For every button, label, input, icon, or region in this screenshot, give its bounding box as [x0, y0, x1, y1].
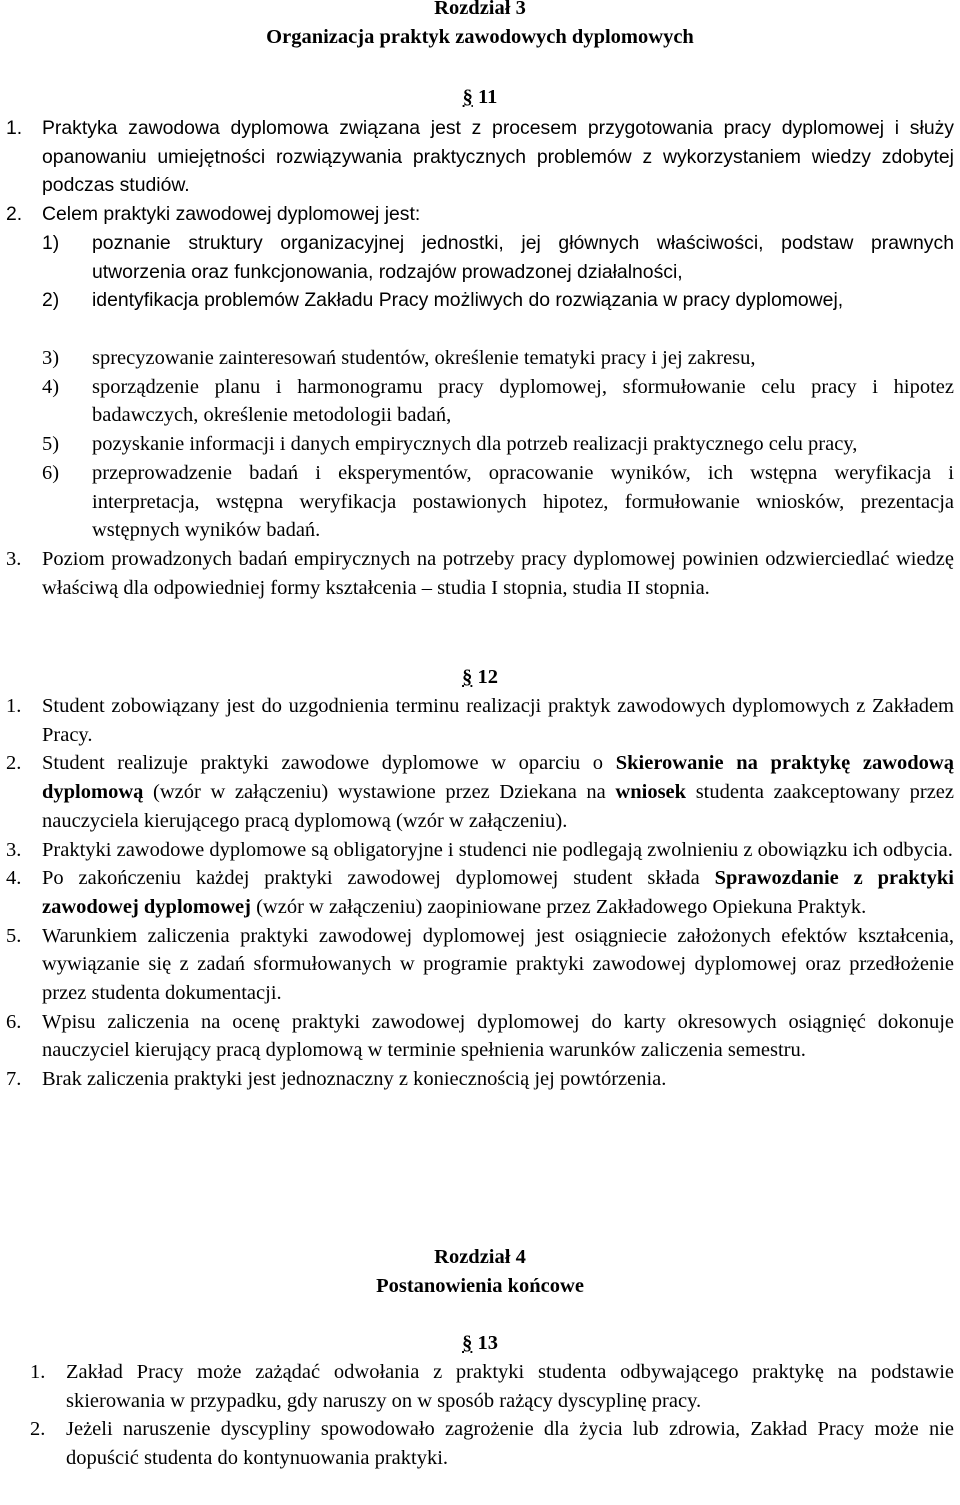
item-number: 4.: [6, 867, 22, 890]
item-number: 6.: [6, 1010, 22, 1033]
item-number: 1.: [30, 1361, 46, 1383]
chapter-3-subtitle: Organizacja praktyk zawodowych dyplomowych: [266, 25, 694, 48]
item-number: 3.: [6, 838, 22, 861]
s12-item-2: [0, 749, 960, 835]
subitem-number: 6): [42, 461, 60, 484]
s11-subitem-6: [0, 459, 960, 545]
item-text: Celem praktyki zawodowej dyplomowej jest:: [42, 203, 421, 226]
item-text: Jeżeli naruszenie dyscypliny spowodowało zagrożenie dla życia lub zdrowia, Zakład Pracy może nie dopuścić studenta do kontynuowania praktyki.: [66, 1418, 954, 1470]
s12-item-6: [0, 1008, 960, 1065]
subitem-text: przeprowadzenie badań i eksperymentów, opracowanie wyników, ich wstępna weryfikacja i interpretacja, wstępna weryfikacja postawionych hipotez, formułowanie wniosków, prezentacja wstępnych wyników badań.: [92, 461, 954, 542]
item-text: Warunkiem zaliczenia praktyki zawodowej dyplomowej jest osiągniecie założonych efektów kształcenia, wywiązanie się z zadań sformułowanych w programie praktyki zawodowej dyplomowej oraz przedłożenie przez studenta dokumentacji.: [42, 924, 954, 1005]
chapter-4-subtitle: Postanowienia końcowe: [376, 1274, 584, 1297]
s12-item-3: [0, 836, 960, 865]
s13-item-2: [0, 1415, 960, 1472]
subitem-text: identyfikacja problemów Zakładu Pracy możliwych do rozwiązania w pracy dyplomowej,: [92, 289, 844, 312]
item-text: Brak zaliczenia praktyki jest jednoznaczny z koniecznością jej powtórzenia.: [42, 1068, 667, 1091]
subitem-number: 2): [42, 289, 60, 312]
subitem-number: 5): [42, 433, 60, 456]
item-text-e: studenta zaakceptowany przez nauczyciela kierującego pracą dyplomową (wzór w załączeniu).: [42, 781, 954, 832]
s11-item-1: [0, 114, 960, 200]
subitem-text: sprecyzowanie zainteresowań studentów, określenie tematyki pracy i jej zakresu,: [92, 347, 756, 369]
s11-subitem-4: [0, 373, 960, 430]
s12-item-5: [0, 922, 960, 1008]
item-text: Wpisu zaliczenia na ocenę praktyki zawodowej dyplomowej do karty okresowych osiągnięć dokonuje nauczyciel kierujący pracą dyplomową w terminie spełnienia warunków zaliczenia semestru.: [42, 1010, 954, 1062]
subitem-number: 3): [42, 347, 60, 369]
item-text: Zakład Pracy może zażądać odwołania z praktyki studenta odbywającego praktykę na podstawie skierowania w przypadku, gdy naruszy on w sposób rażący dyscyplinę pracy.: [66, 1361, 954, 1412]
item-number: 3.: [6, 547, 22, 570]
item-number: 2.: [6, 752, 22, 775]
subitem-text: poznanie struktury organizacyjnej jednostki, jej głównych właściwości, podstaw prawnych utworzenia oraz funkcjonowania, rodzajów prowadzonej działalności,: [92, 231, 954, 283]
subitem-text: pozyskanie informacji i danych empirycznych dla potrzeb realizacji praktycznego celu pracy,: [92, 433, 858, 456]
item-text: Student zobowiązany jest do uzgodnienia terminu realizacji praktyk zawodowych dyplomowych z Zakładem Pracy.: [42, 695, 954, 746]
item-text: Poziom prowadzonych badań empirycznych na potrzeby pracy dyplomowej powinien odzwierciedlać wiedzę właściwą dla odpowiedniej formy kształcenia – studia I stopnia, studia II stopnia.: [42, 547, 954, 599]
chapter-4-title: Rozdział 4: [434, 1246, 526, 1268]
section-12-heading: [0, 663, 960, 692]
s12-item-1: [0, 692, 960, 749]
report-form-name: Sprawozdanie z praktyki zawodowej dyplomowej: [42, 867, 954, 918]
section-number: 13: [477, 1332, 498, 1354]
section-11-heading: [0, 83, 960, 112]
item-number: 2.: [6, 203, 23, 226]
s11-subitem-2: [0, 286, 960, 315]
s11-subitem-3: [0, 344, 960, 373]
s12-item-7: [0, 1065, 960, 1094]
s13-item-1: [0, 1358, 960, 1415]
subitem-number: 1): [42, 231, 60, 254]
section-number: 12: [477, 666, 498, 688]
item-number: 1.: [6, 117, 23, 139]
s11-subitem-1: [0, 229, 960, 286]
item-number: 2.: [30, 1418, 46, 1441]
section-number: 11: [478, 86, 498, 108]
subitem-number: 4): [42, 375, 60, 398]
section-symbol: §: [462, 1332, 473, 1354]
item-text-c: (wzór w załączeniu) zaopiniowane przez Zakładowego Opiekuna Praktyk.: [250, 895, 867, 918]
s11-item-2: [0, 200, 960, 229]
referral-form-name: Skierowanie na praktykę zawodową dyplomową: [42, 752, 954, 804]
s12-item-4: [0, 864, 960, 921]
section-symbol: §: [462, 86, 473, 108]
section-symbol: §: [462, 666, 473, 688]
subitem-text: sporządzenie planu i harmonogramu pracy dyplomowej, sformułowanie celu pracy i hipotez badawczych, określenie metodologii badań,: [92, 375, 954, 427]
s11-item-3: [0, 545, 960, 602]
chapter-3-title: Rozdział 3: [434, 0, 526, 19]
item-text-a: Po zakończeniu każdej praktyki zawodowej dyplomowej student składa: [42, 867, 715, 890]
item-number: 7.: [6, 1068, 22, 1091]
item-text: Praktyki zawodowe dyplomowe są obligatoryjne i studenci nie podlegają zwolnieniu z obowiązku ich odbycia.: [42, 838, 953, 861]
item-number: 5.: [6, 924, 22, 947]
item-number: 1.: [6, 695, 22, 717]
section-13-heading: [0, 1329, 960, 1358]
item-text-c: (wzór w załączeniu) wystawione przez Dziekana na: [143, 781, 616, 804]
application-word: wniosek: [615, 781, 687, 804]
item-text: Praktyka zawodowa dyplomowa związana jest z procesem przygotowania pracy dyplomowej i służy opanowaniu umiejętności rozwiązywania praktycznych problemów z wykorzystaniem wiedzy zdobytej podczas studiów.: [42, 117, 954, 197]
s11-subitem-5: [0, 430, 960, 459]
item-text-a: Student realizuje praktyki zawodowe dyplomowe w oparciu o: [42, 752, 616, 775]
